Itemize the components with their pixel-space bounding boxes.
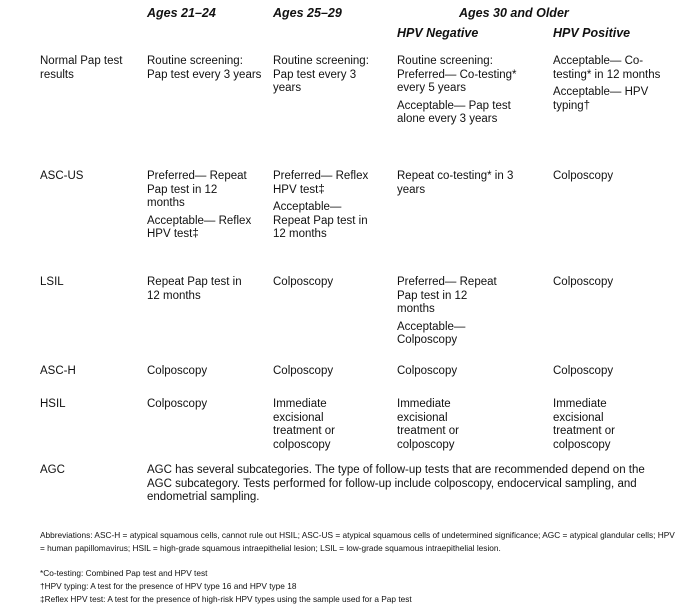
row-label: ASC-US bbox=[40, 170, 84, 182]
cell-asc-us-hpv-positive bbox=[553, 170, 663, 184]
cell-text: Routine screening: Preferred— Co-testing* every 5 years bbox=[397, 55, 517, 94]
cell-text: Acceptable— Repeat Pap test in 12 months bbox=[273, 201, 368, 240]
cell-hsil-hpv-negative bbox=[397, 398, 479, 452]
cell-text: Acceptable— HPV typing† bbox=[553, 86, 649, 112]
cell-asc-h-hpv-positive bbox=[553, 365, 663, 379]
cell-text: Colposcopy bbox=[553, 170, 614, 182]
cell-text: Preferred— Repeat Pap test in 12 months bbox=[147, 170, 247, 209]
cell-text: Acceptable— Co-testing* in 12 months bbox=[553, 55, 661, 81]
cell-text: Colposcopy bbox=[553, 365, 614, 377]
footnote-text: ‡Reflex HPV test: A test for the presence of high-risk HPV types using the sample used for a Pap test bbox=[40, 594, 412, 604]
footnote-reflex bbox=[40, 593, 680, 606]
cell-normal-21-24 bbox=[147, 55, 262, 82]
cell-hsil-hpv-positive bbox=[553, 398, 635, 452]
cell-text: Colposcopy bbox=[553, 276, 614, 288]
row-label: Normal Pap test results bbox=[40, 55, 123, 81]
header-ages-21-24: Ages 21–24 bbox=[147, 6, 216, 20]
row-label: ASC-H bbox=[40, 365, 76, 377]
row-label-hsil bbox=[40, 398, 135, 412]
footnotes bbox=[40, 529, 680, 554]
footnote-hpv-typing bbox=[40, 580, 680, 593]
cell-lsil-hpv-negative bbox=[397, 276, 502, 348]
cell-text: AGC has several subcategories. The type of follow-up tests that are recommended depend on the AGC subcategory. Tests performed for follow-up include colposcopy, endocervical sampling, and endometrial sampling. bbox=[147, 464, 645, 503]
header-hpv-negative: HPV Negative bbox=[397, 26, 479, 40]
cell-hsil-25-29 bbox=[273, 398, 355, 452]
cell-normal-hpv-negative bbox=[397, 55, 533, 127]
cell-text: Preferred— Reflex HPV test‡ bbox=[273, 170, 369, 196]
row-label: HSIL bbox=[40, 398, 66, 410]
row-label: LSIL bbox=[40, 276, 64, 288]
cell-text: Colposcopy bbox=[273, 365, 334, 377]
footnote-text: †HPV typing: A test for the presence of HPV type 16 and HPV type 18 bbox=[40, 581, 297, 591]
cell-hsil-21-24 bbox=[147, 398, 252, 412]
header-ages-30-older: Ages 30 and Older bbox=[459, 6, 569, 20]
cell-asc-us-25-29 bbox=[273, 170, 375, 242]
cell-asc-h-hpv-negative bbox=[397, 365, 517, 379]
row-label: AGC bbox=[40, 464, 65, 476]
cell-text: Repeat Pap test in 12 months bbox=[147, 276, 242, 302]
cell-asc-h-25-29 bbox=[273, 365, 378, 379]
cell-text: Immediate excisional treatment or colposcopy bbox=[273, 398, 335, 451]
cell-text: Acceptable— Colposcopy bbox=[397, 320, 466, 346]
cell-normal-25-29 bbox=[273, 55, 378, 96]
row-label-lsil bbox=[40, 276, 135, 290]
row-label-agc bbox=[40, 464, 135, 478]
header-ages-25-29: Ages 25–29 bbox=[273, 6, 342, 20]
cell-lsil-25-29 bbox=[273, 276, 378, 290]
cell-text: Routine screening: Pap test every 3 years bbox=[147, 55, 262, 81]
cell-text: Repeat co-testing* in 3 years bbox=[397, 170, 514, 196]
cell-text: Colposcopy bbox=[147, 365, 208, 377]
cell-agc-description bbox=[147, 464, 657, 505]
cell-text: Preferred— Repeat Pap test in 12 months bbox=[397, 276, 497, 315]
footnote-abbreviations: Abbreviations: ASC-H = atypical squamous cells, cannot rule out HSIL; ASC-US = atypical squamous cells of undetermined significance; AGC = atypical glandular cells; HPV = human papillomavirus; HSIL = high-grade squamous intraepithelial lesion; LSIL = low-grade squamous intraepithelial lesion. bbox=[40, 530, 675, 553]
cell-text: Colposcopy bbox=[397, 365, 458, 377]
cell-text: Colposcopy bbox=[273, 276, 334, 288]
cell-text: Immediate excisional treatment or colposcopy bbox=[397, 398, 459, 451]
footnote-cotesting bbox=[40, 567, 680, 580]
footnote-text: *Co-testing: Combined Pap test and HPV test bbox=[40, 568, 208, 578]
cell-asc-us-hpv-negative bbox=[397, 170, 517, 197]
cell-asc-us-21-24 bbox=[147, 170, 252, 242]
cell-asc-h-21-24 bbox=[147, 365, 252, 379]
cell-text: Colposcopy bbox=[147, 398, 208, 410]
cell-normal-hpv-positive bbox=[553, 55, 663, 113]
cell-lsil-21-24 bbox=[147, 276, 252, 303]
cell-text: Routine screening: Pap test every 3 years bbox=[273, 55, 369, 94]
row-label-normal bbox=[40, 55, 135, 82]
cell-lsil-hpv-positive bbox=[553, 276, 663, 290]
row-label-asc-us bbox=[40, 170, 135, 184]
header-hpv-positive: HPV Positive bbox=[553, 26, 631, 40]
cell-text: Immediate excisional treatment or colposcopy bbox=[553, 398, 615, 451]
row-label-asc-h bbox=[40, 365, 135, 379]
cell-text: Acceptable— Reflex HPV test‡ bbox=[147, 214, 252, 240]
cell-text: Acceptable— Pap test alone every 3 years bbox=[397, 99, 511, 125]
